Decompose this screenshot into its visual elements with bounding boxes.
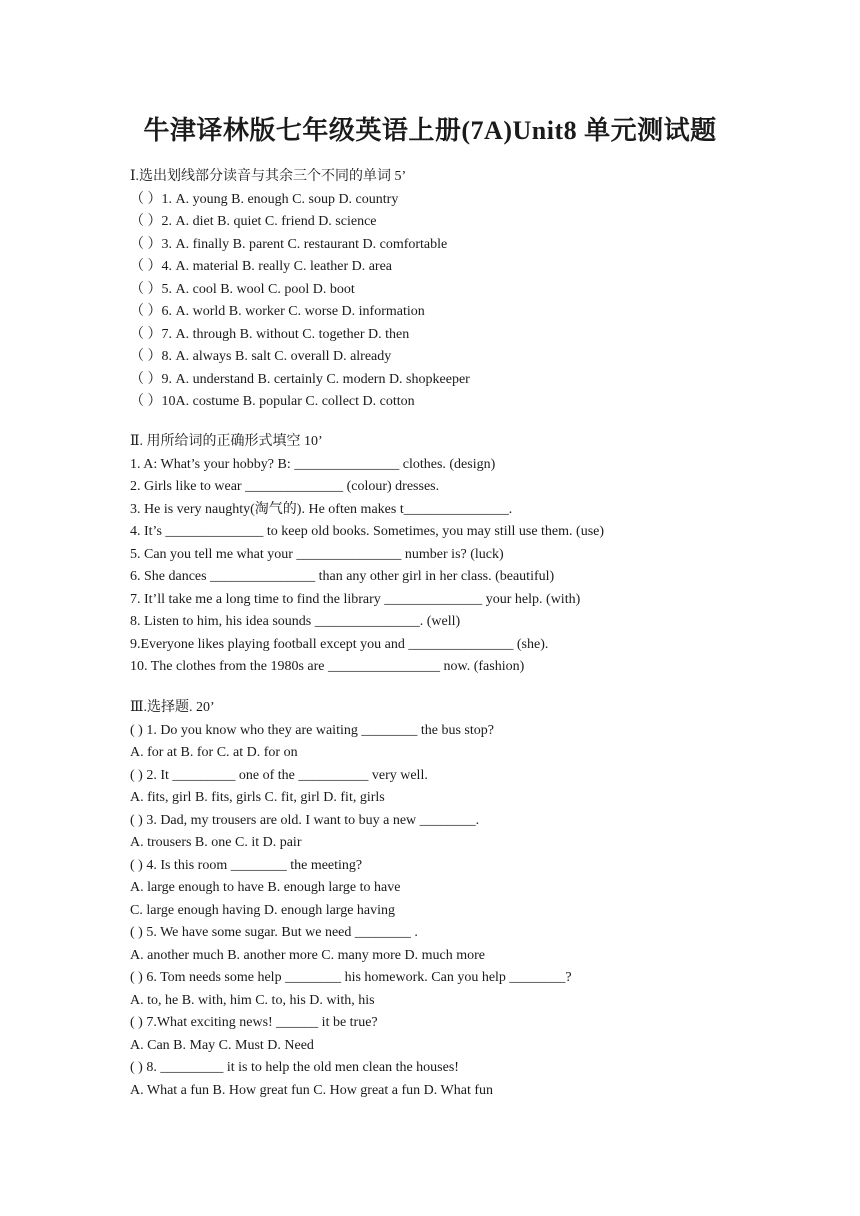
- question-line: ( ) 8. _________ it is to help the old men clean the houses!: [130, 1060, 459, 1075]
- question-line: C. large enough having D. enough large having: [130, 902, 396, 918]
- question-line: （ ）7. A. through B. without C. together D. then: [130, 326, 410, 342]
- question-line: ( ) 7.What exciting news! ______ it be true?: [130, 1015, 378, 1030]
- question-line: （ ）10A. costume B. popular C. collect D. cotton: [130, 394, 415, 409]
- section-word-forms: [130, 431, 770, 679]
- question-line: A. fits, girl B. fits, girls C. fit, girl D. fit, girls: [130, 790, 385, 805]
- question-line: （ ）8. A. always B. salt C. overall D. already: [130, 349, 392, 364]
- question-line: 9.Everyone likes playing football except you and _______________ (she).: [130, 636, 549, 652]
- question-line: （ ）2. A. diet B. quiet C. friend D. science: [130, 214, 377, 229]
- question-line: （ ）6. A. world B. worker C. worse D. information: [130, 304, 425, 319]
- question-line: ( ) 4. Is this room ________ the meeting?: [130, 857, 363, 873]
- question-line: 7. It’ll take me a long time to find the library ______________ your help. (with): [130, 591, 581, 607]
- question-line: 8. Listen to him, his idea sounds _______________. (well): [130, 614, 461, 629]
- question-line: ( ) 1. Do you know who they are waiting ________ the bus stop?: [130, 722, 494, 738]
- question-line: 10. The clothes from the 1980s are ________________ now. (fashion): [130, 659, 525, 674]
- question-line: ( ) 3. Dad, my trousers are old. I want to buy a new ________.: [130, 812, 480, 828]
- question-line: A. for at B. for C. at D. for on: [130, 745, 298, 760]
- question-line: 3. He is very naughty(淘气的). He often makes t_______________.: [130, 501, 513, 517]
- section-heading: Ⅱ. 用所给词的正确形式填空 10’: [130, 434, 323, 449]
- document-title: 牛津译林版七年级英语上册(7A)Unit8 单元测试题: [143, 116, 717, 145]
- question-line: ( ) 2. It _________ one of the __________ very well.: [130, 767, 428, 783]
- question-line: A. Can B. May C. Must D. Need: [130, 1037, 314, 1053]
- question-line: ( ) 6. Tom needs some help ________ his homework. Can you help ________?: [130, 970, 572, 985]
- section-multiple-choice: [130, 697, 770, 1102]
- question-line: （ ）3. A. finally B. parent C. restaurant D. comfortable: [130, 236, 448, 252]
- question-line: 6. She dances _______________ than any other girl in her class. (beautiful): [130, 569, 555, 584]
- question-line: （ ）4. A. material B. really C. leather D. area: [130, 259, 393, 274]
- section-pronunciation: [130, 166, 770, 414]
- question-line: A. What a fun B. How great fun C. How great a fun D. What fun: [130, 1082, 494, 1098]
- question-line: （ ）5. A. cool B. wool C. pool D. boot: [130, 281, 355, 297]
- question-line: ( ) 5. We have some sugar. But we need ________ .: [130, 925, 418, 940]
- question-line: A. another much B. another more C. many more D. much more: [130, 947, 485, 963]
- question-line: 1. A: What’s your hobby? B: _______________ clothes. (design): [130, 456, 496, 472]
- question-line: 2. Girls like to wear ______________ (colour) dresses.: [130, 479, 440, 494]
- section-heading: Ⅲ.选择题. 20’: [130, 700, 215, 715]
- question-line: 4. It’s ______________ to keep old books. Sometimes, you may still use them. (use): [130, 524, 605, 539]
- question-line: （ ）9. A. understand B. certainly C. modern D. shopkeeper: [130, 371, 470, 387]
- question-line: 5. Can you tell me what your _______________ number is? (luck): [130, 546, 504, 562]
- question-line: A. trousers B. one C. it D. pair: [130, 835, 302, 850]
- question-line: A. to, he B. with, him C. to, his D. with, his: [130, 992, 375, 1008]
- question-line: A. large enough to have B. enough large to have: [130, 880, 401, 895]
- section-heading: Ⅰ.选出划线部分读音与其余三个不同的单词 5’: [130, 169, 407, 184]
- question-line: （ ）1. A. young B. enough C. soup D. country: [130, 191, 399, 207]
